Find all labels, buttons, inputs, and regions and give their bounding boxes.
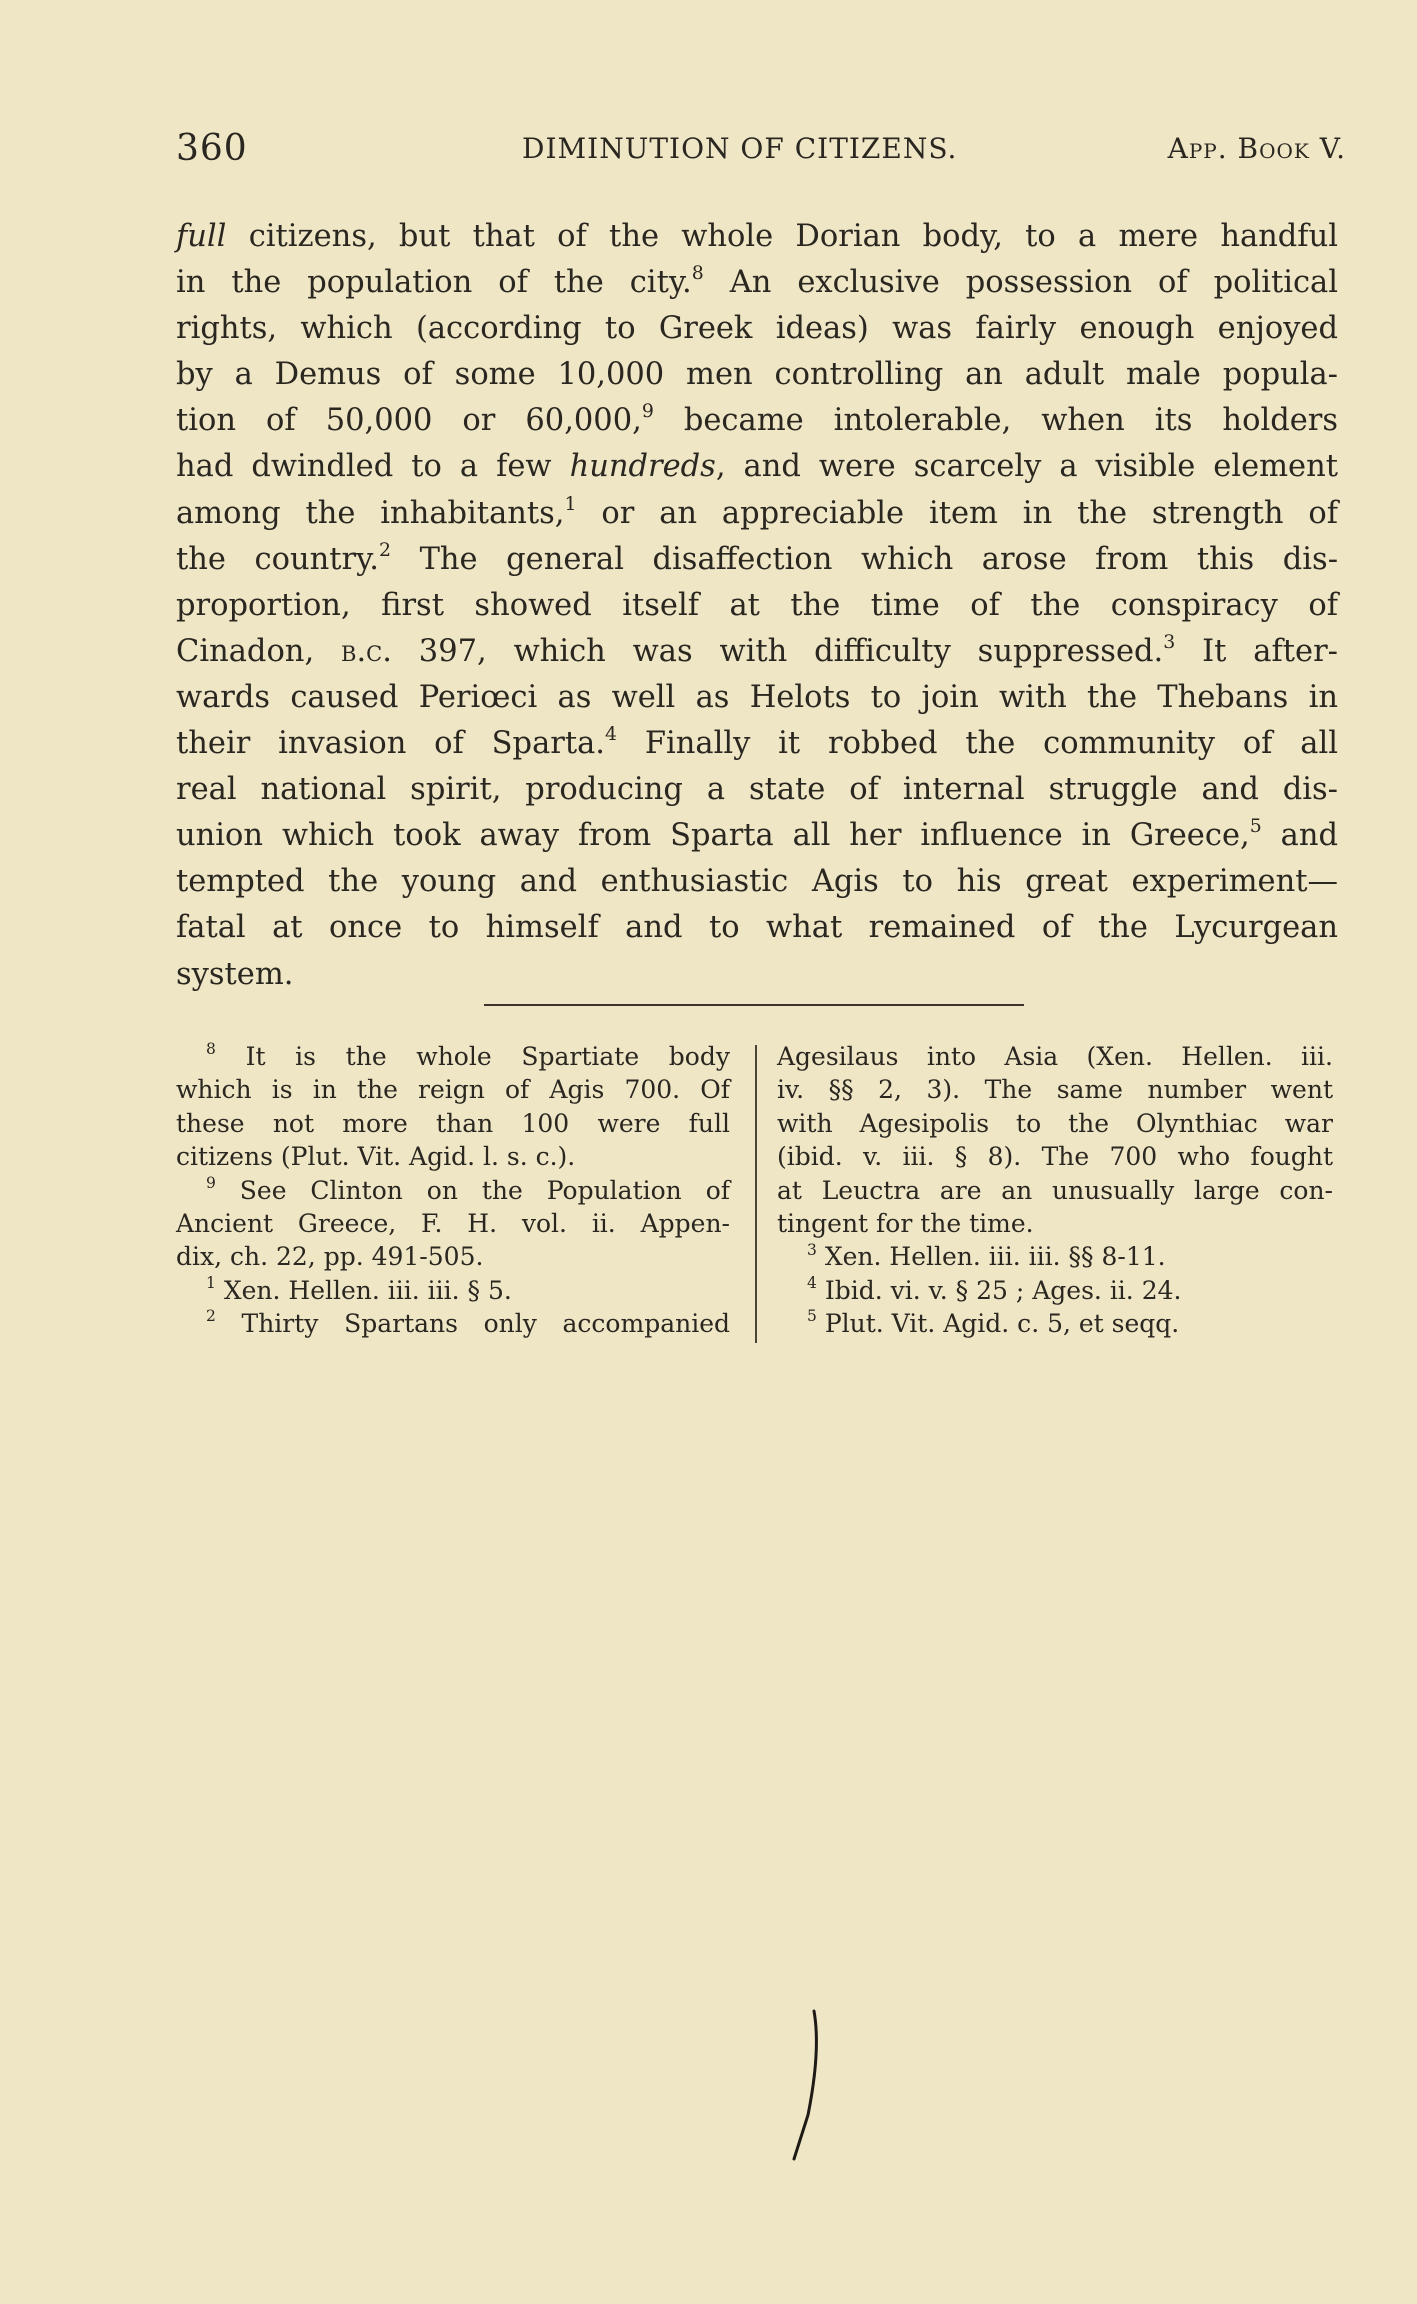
text-line: proportion, first showed itself at the time of the conspiracy of <box>176 587 1338 623</box>
footnote-marker: 9 <box>206 1173 216 1192</box>
footnote-ref: 2 <box>378 538 391 561</box>
page-number: 360 <box>176 128 248 169</box>
footnotes-left-column <box>176 1040 730 1341</box>
footnote-ref: 3 <box>1163 630 1176 653</box>
footnote-line: $^9$ See Clinton on the Population of <box>206 1173 730 1205</box>
text-line: rights, which (according to Greek ideas) was fairly enough enjoyed <box>176 311 1338 347</box>
text-line: Cinadon, b.c. 397, which was with difficulty suppressed.$^3$ It after- <box>176 630 1338 669</box>
footnote-marker: 4 <box>807 1273 817 1292</box>
text-line: among the inhabitants,$^1$ or an appreciable item in the strength of <box>176 492 1338 531</box>
footnote-line: with Agesipolis to the Olynthiac war <box>777 1108 1333 1138</box>
book-reference: App. Book V. <box>1167 132 1346 165</box>
text-line: fatal at once to himself and to what remained of the Lycurgean <box>176 910 1338 946</box>
era-abbreviation: b.c. <box>341 633 392 669</box>
footnote-marker: 3 <box>807 1240 817 1259</box>
footnote-ref: 4 <box>604 722 617 745</box>
footnote-line: $^8$ It is the whole Spartiate body <box>206 1040 730 1071</box>
footnote-ref: 5 <box>1249 815 1262 838</box>
footnote-separator-rule <box>484 1004 1024 1006</box>
emphasis-word: hundreds <box>569 449 716 485</box>
footnote-ref: 1 <box>564 492 577 515</box>
footnote-marker: 5 <box>807 1307 817 1326</box>
footnote-line: $^4$ Ibid. vi. v. § 25 ; Ages. ii. 24. <box>807 1273 1182 1305</box>
footnote-ref: 8 <box>691 262 704 285</box>
text-line: tempted the young and enthusiastic Agis to his great experiment— <box>176 864 1338 900</box>
text-line: real national spirit, producing a state of internal struggle and dis- <box>176 772 1338 808</box>
text-line: union which took away from Sparta all her influence in Greece,$^5$ and <box>176 815 1338 854</box>
footnote-line: tingent for the time. <box>777 1209 1034 1239</box>
footnote-line: $^1$ Xen. Hellen. iii. iii. § 5. <box>206 1273 512 1305</box>
text-line: their invasion of Sparta.$^4$ Finally it robbed the community of all <box>176 722 1338 762</box>
footnote-line: iv. §§ 2, 3). The same number went <box>777 1075 1333 1105</box>
text-line: wards caused Periœci as well as Helots to join with the Thebans in <box>176 679 1338 715</box>
footnotes-right-column <box>777 1040 1333 1341</box>
footnote-line: $^5$ Plut. Vit. Agid. c. 5, et seqq. <box>807 1307 1180 1339</box>
footnote-line: these not more than 100 were full <box>176 1108 730 1138</box>
footnote-line: which is in the reign of Agis 700. Of <box>176 1075 730 1105</box>
text-line: full citizens, but that of the whole Dorian body, to a mere handful <box>176 219 1338 254</box>
text-line: had dwindled to a few hundreds, and were scarcely a visible element <box>176 449 1338 485</box>
text-line: system. <box>176 956 294 992</box>
text-line: in the population of the city.$^8$ An exclusive possession of political <box>176 262 1338 301</box>
footnote-line: at Leuctra are an unusually large con- <box>777 1175 1333 1205</box>
main-paragraph <box>176 214 1338 998</box>
footnote-marker: 2 <box>206 1307 216 1326</box>
text-line: the country.$^2$ The general disaffection which arose from this dis- <box>176 538 1338 577</box>
footnote-line: citizens (Plut. Vit. Agid. l. s. c.). <box>176 1142 576 1172</box>
footnote-marker: 1 <box>206 1273 216 1292</box>
footnote-line: Agesilaus into Asia (Xen. Hellen. iii. <box>777 1042 1333 1071</box>
footnote-line: $^2$ Thirty Spartans only accompanied <box>206 1307 730 1339</box>
emphasis-word: full <box>176 219 227 254</box>
footnote-marker: 8 <box>206 1040 216 1059</box>
footnote-column-divider <box>755 1045 757 1343</box>
text-line: by a Demus of some 10,000 men controlling an adult male popula- <box>176 357 1338 393</box>
running-header <box>176 128 1346 172</box>
footnote-line: (ibid. v. iii. § 8). The 700 who fought <box>777 1142 1333 1172</box>
footnote-line: $^3$ Xen. Hellen. iii. iii. §§ 8-11. <box>807 1240 1166 1272</box>
footnote-ref: 9 <box>641 400 654 423</box>
pencil-mark-icon <box>790 2005 830 2165</box>
footnote-line: Ancient Greece, F. H. vol. ii. Appen- <box>176 1209 730 1239</box>
running-title: DIMINUTION OF CITIZENS. <box>522 132 958 165</box>
footnote-line: dix, ch. 22, pp. 491-505. <box>176 1242 484 1272</box>
text-line: tion of 50,000 or 60,000,$^9$ became intolerable, when its holders <box>176 400 1339 439</box>
